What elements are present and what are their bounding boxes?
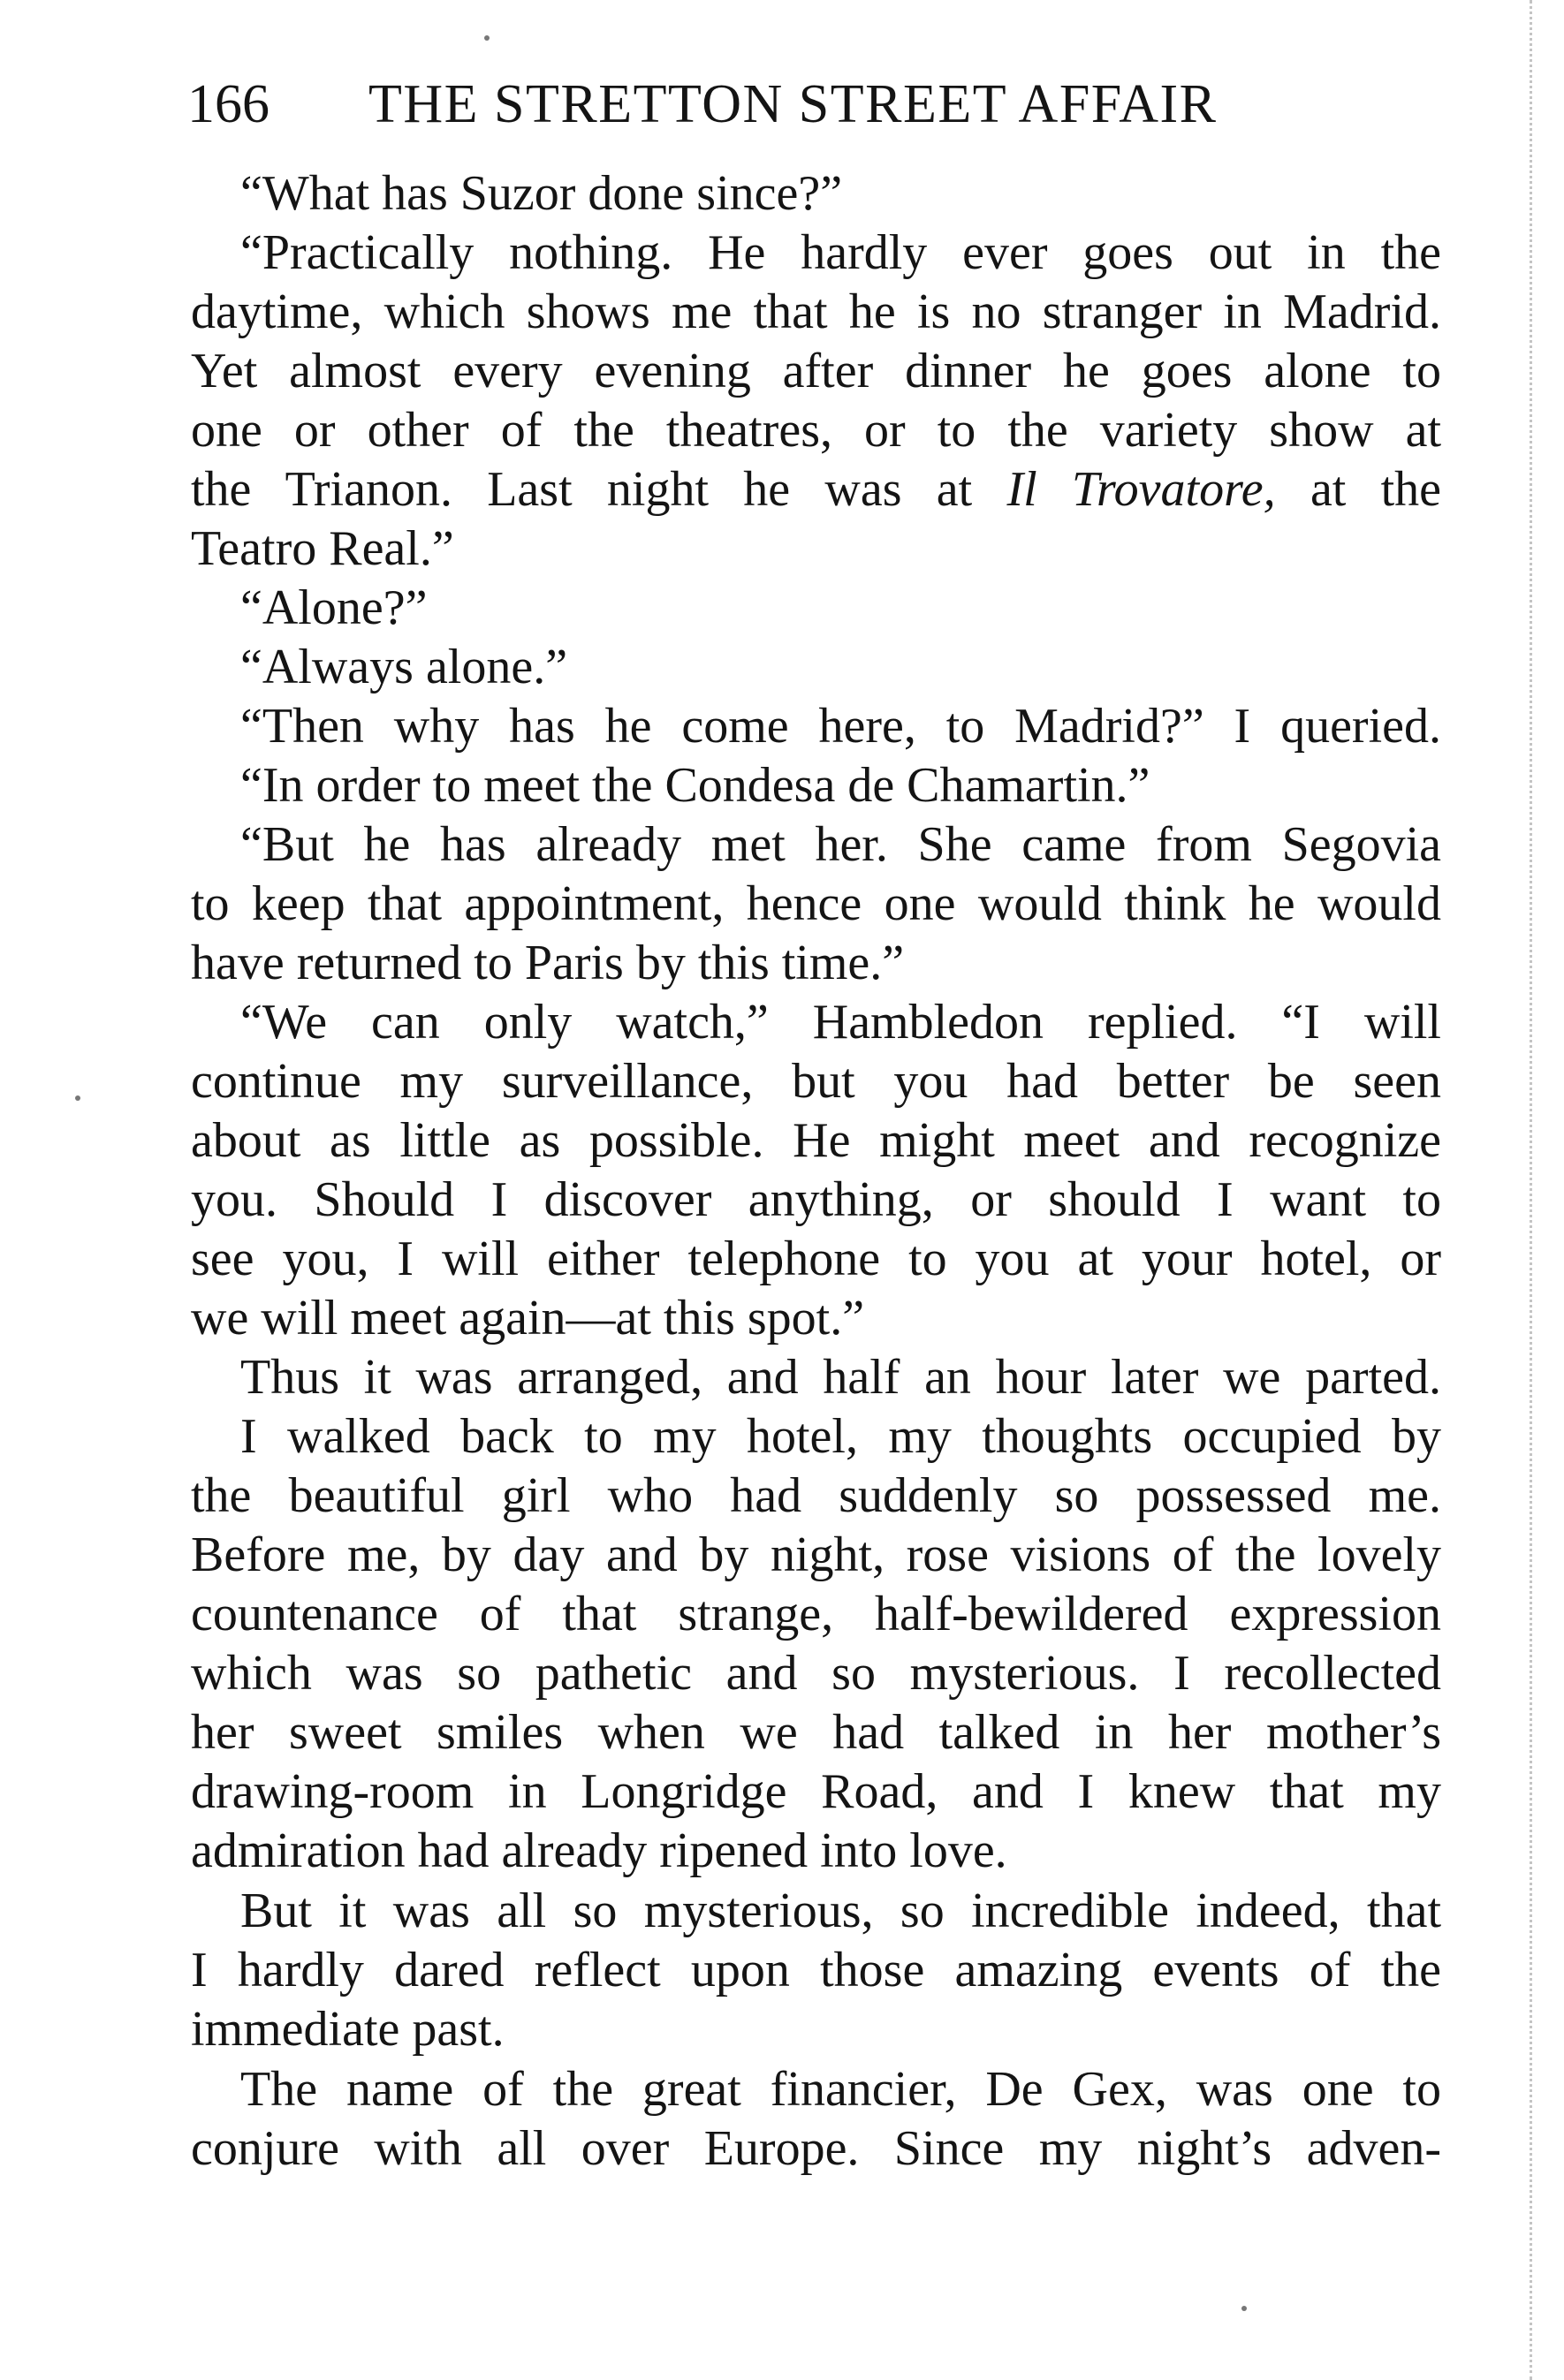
text-line: countenance of that strange, half-bewildered expression — [191, 1587, 1441, 1641]
text-line: you. Should I discover anything, or should I want to — [191, 1172, 1441, 1227]
opera-title: Il Trovatore, — [1006, 462, 1276, 517]
text-line: drawing-room in Longridge Road, and I knew that my — [191, 1764, 1441, 1819]
text-line: I walked back to my hotel, my thoughts occupied by — [240, 1409, 1441, 1464]
page-number: 166 — [187, 74, 270, 134]
body-text — [191, 164, 1441, 2179]
text-line: we will meet again—at this spot.” — [191, 1291, 865, 1345]
text-line: Teatro Real.” — [191, 521, 454, 576]
text-line: “What has Suzor done since?” — [240, 166, 843, 221]
print-speck — [75, 1095, 80, 1101]
text-line: Thus it was arranged, and half an hour later we parted. — [240, 1350, 1441, 1405]
text-line: daytime, which shows me that he is no stranger in Madrid. — [191, 284, 1441, 339]
text-line: admiration had already ripened into love. — [191, 1823, 1007, 1878]
text-line: one or other of the theatres, or to the variety show at — [191, 403, 1441, 458]
text-line: “We can only watch,” Hambledon replied. “I will — [240, 995, 1441, 1050]
print-speck — [484, 35, 490, 41]
text-fragment: the Trianon. Last night he was at — [191, 462, 973, 517]
text-line: “Alone?” — [240, 580, 428, 635]
text-line: about as little as possible. He might meet and recognize — [191, 1113, 1441, 1168]
text-line: I hardly dared reflect upon those amazing events of the — [191, 1943, 1441, 1997]
print-speck — [1241, 2306, 1247, 2311]
page-edge — [1530, 0, 1564, 2380]
text-line: her sweet smiles when we had talked in her mother’s — [191, 1705, 1441, 1760]
text-line: the beautiful girl who had suddenly so possessed me. — [191, 1468, 1441, 1523]
text-line: But it was all so mysterious, so incredible indeed, that — [240, 1884, 1441, 1938]
running-title: THE STRETTON STREET AFFAIR — [368, 74, 1218, 134]
text-line: “In order to meet the Condesa de Chamartin.” — [240, 758, 1150, 813]
page-header — [187, 69, 1442, 140]
text-line: “But he has already met her. She came from Segovia — [240, 817, 1441, 872]
text-line: “Then why has he come here, to Madrid?” I queried. — [240, 699, 1441, 754]
text-line: “Always alone.” — [240, 640, 568, 694]
text-line: have returned to Paris by this time.” — [191, 936, 905, 990]
text-fragment: at the — [1310, 462, 1442, 517]
text-line: which was so pathetic and so mysterious. I recollected — [191, 1646, 1441, 1701]
text-line: to keep that appointment, hence one would think he would — [191, 876, 1441, 931]
text-line: continue my surveillance, but you had better be seen — [191, 1054, 1441, 1109]
text-line: “Practically nothing. He hardly ever goes out in the — [240, 225, 1441, 280]
text-line: Yet almost every evening after dinner he goes alone to — [191, 344, 1441, 398]
text-line: conjure with all over Europe. Since my night’s adven- — [191, 2121, 1441, 2176]
text-line: immediate past. — [191, 2002, 505, 2057]
text-line: The name of the great financier, De Gex, was one to — [240, 2062, 1441, 2117]
text-line-with-title — [191, 460, 1441, 519]
text-line: see you, I will either telephone to you at your hotel, or — [191, 1232, 1441, 1286]
text-line: Before me, by day and by night, rose visions of the lovely — [191, 1527, 1441, 1582]
